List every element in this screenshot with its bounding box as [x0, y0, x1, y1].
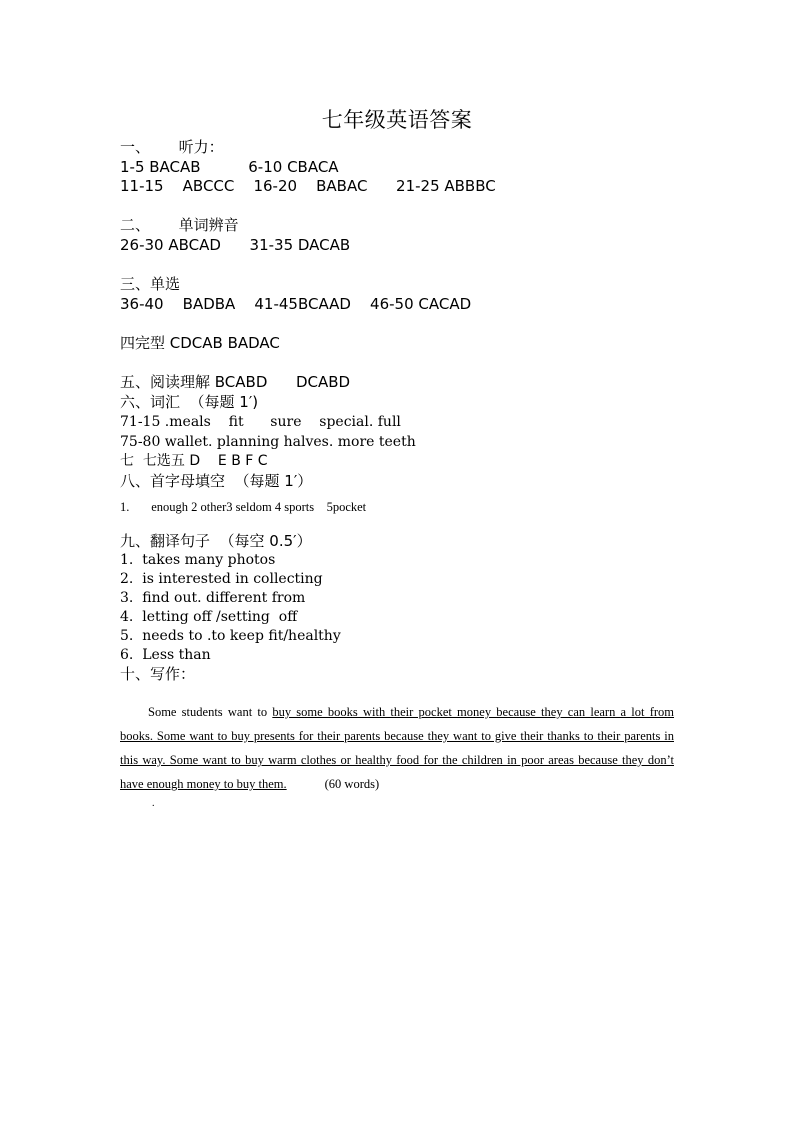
section-10-heading: 十、写作： [120, 665, 196, 684]
section-9-heading: 九、翻译句子 （每空 0.5′） [120, 531, 312, 550]
section-5-answers: 五、阅读理解 BCABD DCABD [120, 373, 351, 392]
writing-sample [120, 700, 674, 796]
section-8-answers: 1. enough 2 other3 seldom 4 sports 5pocket [120, 499, 367, 514]
section-2-heading: 二、 单词辨音 [120, 216, 239, 235]
list-item: 1. takes many photos [120, 552, 276, 569]
essay-lead: Some students want to [148, 705, 273, 719]
trailing-mark: . [152, 798, 155, 809]
section-4-answers: 四完型 CDCAB BADAC [120, 333, 280, 352]
section-1-answers-2: 11-15 ABCCC 16-20 BABAC 21-25 ABBBC [120, 177, 496, 196]
list-item: 3. find out. different from [120, 590, 306, 607]
essay-underlined-text: buy some books with their pocket money because they can learn a lot from books. Some want to buy presents for their parents because they want to give their thanks to their parents in this way. Some want to buy warm clothes or healthy food for the children in poor areas because they don’t have enough money to buy them. [120, 705, 675, 791]
section-3-answers: 36-40 BADBA 41-45BCAAD 46-50 CACAD [120, 294, 472, 313]
section-7-answers: 七 七选五 D E B F C [120, 453, 268, 470]
section-8-heading: 八、首字母填空 （每题 1′） [120, 471, 313, 490]
list-item: 2. is interested in collecting [120, 571, 323, 588]
section-2-answers: 26-30 ABCAD 31-35 DACAB [120, 235, 351, 254]
section-6-answers-1: 71-15 .meals fit sure special. full [120, 414, 401, 431]
section-6-heading: 六、词汇 （每题 1′) [120, 392, 259, 411]
list-item: 6. Less than [120, 647, 211, 664]
section-3-heading: 三、单选 [120, 275, 181, 294]
page-title: 七年级英语答案 [321, 108, 473, 132]
list-item: 4. letting off /setting off [120, 609, 298, 626]
section-6-answers-2: 75-80 wallet. planning halves. more teeth [120, 434, 416, 451]
section-1-answers-1: 1-5 BACAB 6-10 CBACA [120, 157, 339, 176]
list-item: 5. needs to .to keep fit/healthy [120, 628, 341, 645]
translation-list [120, 551, 740, 665]
section-1-heading: 一、 听力： [120, 138, 224, 156]
essay-word-count: (60 words) [324, 777, 380, 791]
answers-body [120, 138, 740, 685]
